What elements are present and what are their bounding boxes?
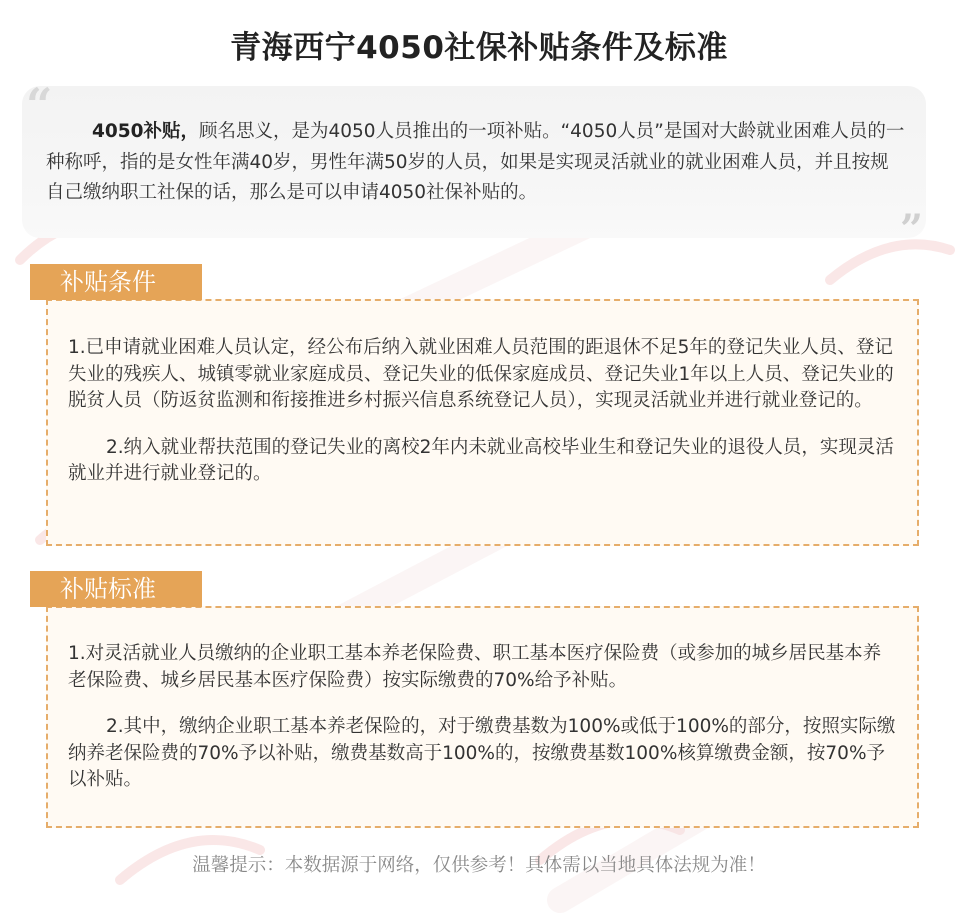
intro-paragraph: [46, 117, 906, 209]
conditions-item-1: 1.已申请就业困难人员认定，经公布后纳入就业困难人员范围的距退休不足5年的登记失业人员、登记失业的残疾人、城镇零就业家庭成员、登记失业的低保家庭成员、登记失业1年以上人员、登记失业的脱贫人员（防返贫监测和衔接推进乡村振兴信息系统登记人员），实现灵活就业并进行就业登记的。: [68, 337, 894, 411]
page-title: 青海西宁4050社保补贴条件及标准: [230, 30, 728, 66]
standards-heading: 补贴标准: [30, 571, 202, 607]
quote-open-icon: “: [26, 78, 53, 132]
standards-content: [68, 641, 898, 794]
conditions-heading: 补贴条件: [30, 264, 202, 300]
standards-item-1: 1.对灵活就业人员缴纳的企业职工基本养老保险费、职工基本医疗保险费（或参加的城乡居民基本养老保险费、城乡居民基本医疗保险费）按实际缴费的70%给予补贴。: [68, 643, 882, 691]
intro-body: 顾名思义，是为4050人员推出的一项补贴。“4050人员”是国对大龄就业困难人员的一种称呼，指的是女性年满40岁，男性年满50岁的人员，如果是实现灵活就业的就业困难人员，并且按规自己缴纳职工社保的话，那么是可以申请4050社保补贴的。: [46, 121, 905, 203]
standards-item-2: 2.其中，缴纳企业职工基本养老保险的，对于缴费基数为100%或低于100%的部分，按照实际缴纳养老保险费的70%予以补贴，缴费基数高于100%的，按缴费基数100%核算缴费金额，按70%予以补贴。: [68, 716, 896, 790]
conditions-content: [68, 335, 898, 488]
quote-close-icon: ”: [900, 206, 924, 253]
intro-bold-term: 4050补贴，: [92, 121, 199, 142]
conditions-item-2: 2.纳入就业帮扶范围的登记失业的离校2年内未就业高校毕业生和登记失业的退役人员，实现灵活就业并进行就业登记的。: [68, 436, 894, 484]
footer-note: 温馨提示：本数据源于网络，仅供参考！具体需以当地具体法规为准！: [192, 855, 766, 876]
